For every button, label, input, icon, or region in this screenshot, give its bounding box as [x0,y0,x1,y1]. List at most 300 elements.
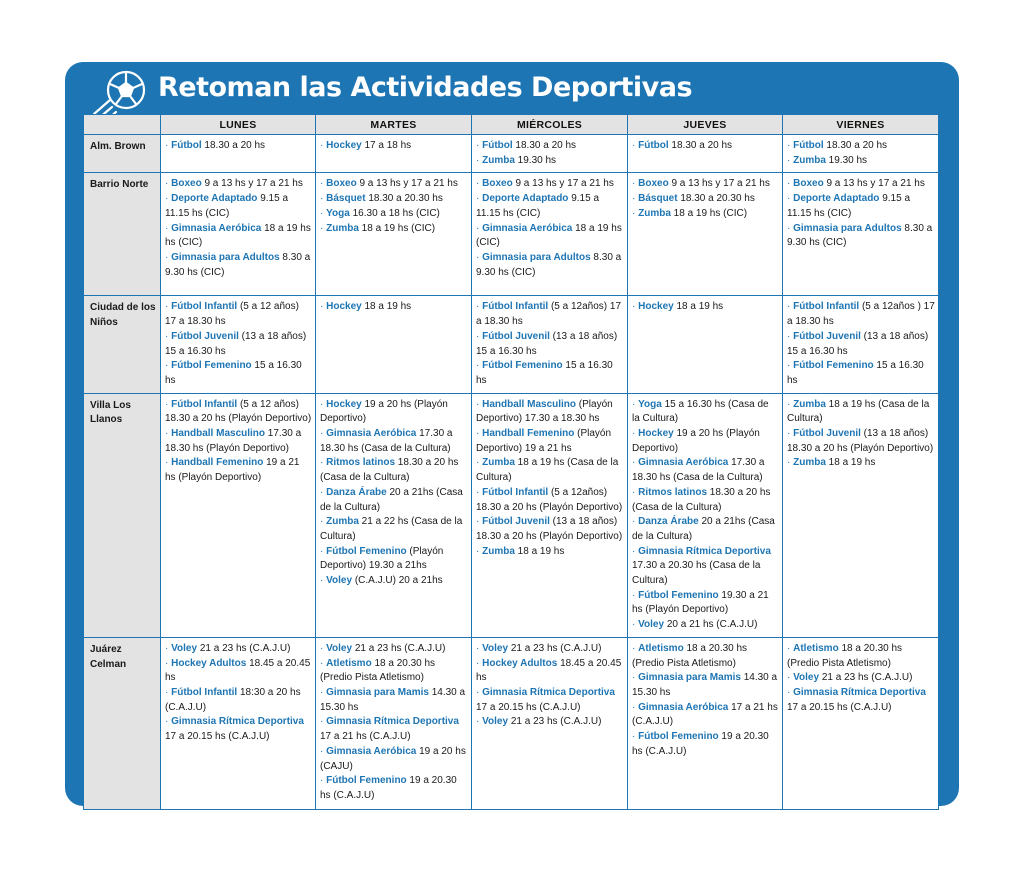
activity-name: Gimnasia Aeróbica [482,222,573,234]
activity-name: Deporte Adaptado [793,193,880,205]
table-row [84,135,939,173]
activity-details: 20 a 21 hs (C.A.J.U) [664,619,758,631]
bullet-icon: · [320,716,327,728]
bullet-icon: · [787,457,794,469]
activity-entry [320,657,468,686]
activity-name: Fútbol Infantil [482,301,549,313]
activity-details: 9 a 13 hs y 17 a 21 hs [356,178,458,190]
activity-entry [476,486,624,515]
bullet-icon: · [787,178,794,190]
bullet-icon: · [320,457,327,469]
bullet-icon: · [787,360,794,372]
schedule-cell [472,296,628,393]
activity-details: 18 a 19 hs [825,457,876,469]
activity-details: 19.30 hs [514,154,557,166]
bullet-icon: · [320,516,327,528]
activity-entry [632,701,779,730]
activity-entry [787,154,935,169]
bullet-icon: · [476,251,483,263]
bullet-icon: · [320,222,327,234]
activity-entry [632,671,779,700]
activity-details: 18 a 19 hs [514,545,565,557]
bullet-icon: · [787,398,794,410]
activity-entry [165,715,312,744]
bullet-icon: · [476,360,483,372]
bullet-icon: · [320,301,327,313]
activity-details: 8.30 a 9.30 hs (CIC) [787,222,933,249]
activity-name: Fútbol Juvenil [793,428,861,440]
bullet-icon: · [165,686,172,698]
bullet-icon: · [165,330,172,342]
activity-details: 21 a 23 hs (C.A.J.U) [508,716,602,728]
bullet-icon: · [476,222,483,234]
bullet-icon: · [320,745,327,757]
bullet-icon: · [476,178,483,190]
activity-details: 19.30 a 21 hs (Playón Deportivo) [632,589,769,616]
activity-details: 18 a 19 hs hs (CIC) [165,222,311,249]
activity-name: Fútbol Infantil [171,301,238,313]
bullet-icon: · [476,330,483,342]
activity-entry [165,359,312,388]
activity-name: Fútbol Juvenil [171,330,239,342]
bullet-icon: · [632,701,639,713]
bullet-icon: · [320,140,327,151]
activity-entry [476,715,624,730]
activity-entry [476,427,624,456]
activity-details: 19 a 20.30 hs (C.A.J.U) [320,775,457,801]
bullet-icon: · [320,642,327,654]
bullet-icon: · [476,545,483,557]
activity-details: 9 a 13 hs y 17 a 21 hs [512,178,614,190]
activity-name: Fútbol Infantil [171,398,238,410]
bullet-icon: · [632,207,639,219]
bullet-icon: · [476,686,483,698]
activity-name: Gimnasia para Adultos [171,251,280,263]
schedule-cell [628,135,783,173]
activity-entry [632,545,779,589]
activity-entry [320,545,468,574]
schedule-cell [161,173,316,296]
activity-name: Zumba [326,222,359,234]
activity-details: 9.15 a 11.15 hs (CIC) [165,193,289,219]
activity-entry [320,574,468,589]
activity-details: 20 a 21hs (Casa de la Cultura) [320,486,463,513]
activity-entry [320,222,468,237]
activity-entry [320,177,468,192]
activity-entry [476,154,624,169]
bullet-icon: · [787,672,794,684]
bullet-icon: · [787,642,794,654]
activity-details: 18.30 a 20.30 hs [365,193,443,205]
schedule-table [83,114,939,810]
activity-entry [476,330,624,359]
bullet-icon: · [165,657,172,669]
activity-details: 16.30 a 18 hs (CIC) [349,207,440,219]
activity-name: Fútbol Infantil [171,686,238,698]
activity-details: 17 a 21 hs (C.A.J.U) [320,731,411,743]
activity-name: Fútbol [793,140,824,151]
activity-entry [320,745,468,774]
activity-details: 15 a 16.30 hs [165,360,302,386]
activity-entry [632,515,779,544]
activity-entry [476,642,624,657]
activity-name: Gimnasia Aeróbica [638,701,729,713]
activity-details: 21 a 23 hs (C.A.J.U) [352,642,446,654]
activity-name: Zumba [638,207,671,219]
bullet-icon: · [165,140,172,151]
activity-name: Deporte Adaptado [171,193,258,205]
schedule-cell [316,135,472,173]
bullet-icon: · [320,686,327,698]
activity-name: Boxeo [793,178,824,190]
activity-entry [476,657,624,686]
activity-details: 8.30 a 9.30 hs (CIC) [165,251,311,278]
bullet-icon: · [787,154,794,166]
activity-entry [632,398,779,427]
bullet-icon: · [165,251,172,263]
bullet-icon: · [632,642,639,654]
activity-name: Handball Masculino [171,428,266,440]
activity-name: Deporte Adaptado [482,193,569,205]
day-header-miercoles: MIÉRCOLES [472,115,628,135]
activity-details: 18:30 a 20 hs (C.A.J.U) [165,686,301,713]
activity-entry [476,359,624,388]
activity-name: Fútbol Femenino [638,589,719,601]
activity-name: Fútbol [482,140,513,151]
activity-name: Fútbol Femenino [326,775,407,787]
bullet-icon: · [320,193,327,205]
activity-name: Fútbol Juvenil [482,516,550,528]
schedule-cell [628,296,783,393]
activity-details: 21 a 22 hs (Casa de la Cultura) [320,516,463,542]
bullet-icon: · [476,140,483,151]
activity-name: Voley [793,672,820,684]
activity-entry [632,730,779,759]
activity-entry [632,207,779,222]
bullet-icon: · [320,398,327,410]
activity-details: 18.30 a 20 hs [201,140,266,151]
activity-details: 18 a 20.30 hs (Predio Pista Atletismo) [787,642,903,669]
activity-entry [632,642,779,671]
activity-name: Boxeo [638,178,669,190]
activity-name: Gimnasia para Mamis [638,672,741,684]
schedule-cell [161,393,316,637]
activity-entry [320,486,468,515]
activity-details: 17 a 20.15 hs (C.A.J.U) [165,731,270,743]
activity-entry [632,589,779,618]
activity-details: 19 a 20.30 hs (C.A.J.U) [632,731,769,757]
activity-entry [787,427,935,456]
activity-entry [787,398,935,427]
activity-entry [320,192,468,207]
header-row [84,115,939,135]
activity-entry [787,222,935,251]
schedule-cell [316,173,472,296]
bullet-icon: · [632,486,639,498]
activity-details: 17.30 a 18.30 hs (Playón Deportivo) [165,428,302,454]
activity-details: 17.30 a 18.30 hs (Casa de la Cultura) [320,428,453,454]
activity-entry [476,251,624,280]
bullet-icon: · [320,486,327,498]
bullet-icon: · [320,775,327,787]
activity-details: 19 a 20 hs (Playón Deportivo) [320,398,448,425]
activity-details: 21 a 23 hs (C.A.J.U) [197,642,291,654]
activity-details: (13 a 18 años) 15 a 16.30 hs [165,330,307,357]
activity-name: Hockey Adultos [171,657,247,669]
activity-name: Ritmos latinos [326,457,396,469]
activity-details: 21 a 23 hs (C.A.J.U) [508,642,602,654]
activity-entry [787,686,935,715]
activity-entry [476,139,624,154]
activity-name: Hockey Adultos [482,657,558,669]
bullet-icon: · [320,545,327,557]
bullet-icon: · [632,140,639,151]
bullet-icon: · [165,178,172,190]
bullet-icon: · [787,140,794,151]
day-header-jueves: JUEVES [628,115,783,135]
activity-name: Fútbol Infantil [793,301,860,313]
activity-name: Gimnasia Rítmica Deportiva [793,686,926,698]
schedule-cell [472,173,628,296]
row-header-place: Alm. Brown [84,135,161,173]
bullet-icon: · [632,545,639,557]
bullet-icon: · [632,428,639,440]
activity-entry [320,715,468,744]
activity-details: 17.30 a 20.30 hs (Casa de la Cultura) [632,560,761,587]
activity-entry [476,398,624,427]
bullet-icon: · [165,398,172,410]
activity-details: 9.15 a 11.15 hs (CIC) [476,193,600,219]
bullet-icon: · [476,301,483,313]
bullet-icon: · [476,516,483,528]
activity-entry [165,192,312,221]
bullet-icon: · [476,428,483,440]
bullet-icon: · [165,716,172,728]
activity-name: Fútbol Femenino [793,360,874,372]
activity-name: Hockey [326,301,362,313]
activity-details: 18.30 a 20 hs [512,140,577,151]
activity-details: (13 a 18 años) 18.30 a 20 hs (Playón Deportivo) [787,428,934,454]
activity-details: (Playón Deportivo) 17.30 a 18.30 hs [476,398,613,425]
bullet-icon: · [165,428,172,440]
activity-name: Gimnasia Aeróbica [326,428,417,440]
activity-details: 18 a 19 hs (CIC) [670,207,748,219]
activity-entry [165,177,312,192]
activity-entry [165,642,312,657]
bullet-icon: · [165,457,172,469]
row-header-place: Villa Los Llanos [84,393,161,637]
activity-details: 14.30 a 15.30 hs [632,672,778,698]
bullet-icon: · [787,686,794,698]
activity-entry [165,330,312,359]
activity-details: 18 a 19 hs [361,301,412,313]
activity-entry [476,686,624,715]
activity-name: Zumba [793,154,826,166]
corner-cell [84,115,161,135]
activity-details: 17 a 20.15 hs (C.A.J.U) [787,701,892,713]
activity-name: Gimnasia Aeróbica [171,222,262,234]
activity-name: Handball Femenino [171,457,264,469]
schedule-cell [783,135,939,173]
activity-name: Atletismo [793,642,839,654]
bullet-icon: · [320,575,327,587]
bullet-icon: · [632,457,639,469]
activity-details: 18.30 a 20 hs (Casa de la Cultura) [320,457,459,484]
activity-details: 15 a 16.30 hs (Casa de la Cultura) [632,398,769,425]
bullet-icon: · [320,657,327,669]
activity-details: (5 a 12años) 17 a 18.30 hs [476,301,622,328]
activity-entry [632,486,779,515]
activity-name: Boxeo [171,178,202,190]
activity-entry [476,545,624,560]
activity-details: (13 a 18 años) 18.30 a 20 hs (Playón Deportivo) [476,516,623,542]
bullet-icon: · [320,428,327,440]
activity-entry [165,222,312,251]
activity-details: 19 a 21 hs (Playón Deportivo) [165,457,300,484]
activity-details: 14.30 a 15.30 hs [320,686,466,713]
activity-entry [632,139,779,154]
activity-entry [787,671,935,686]
activity-name: Handball Femenino [482,428,575,440]
activity-name: Fútbol Femenino [326,545,407,557]
activity-name: Gimnasia para Mamis [326,686,429,698]
activity-name: Handball Masculino [482,398,577,410]
activity-name: Atletismo [326,657,372,669]
activity-entry [632,177,779,192]
activity-name: Danza Árabe [326,486,387,498]
activity-entry [320,207,468,222]
activity-name: Hockey [638,428,674,440]
bullet-icon: · [476,193,483,205]
schedule-cell [161,296,316,393]
activity-details: 18 a 20.30 hs (Predio Pista Atletismo) [632,642,748,669]
activity-entry [787,330,935,359]
bullet-icon: · [787,222,794,234]
activity-entry [476,177,624,192]
activity-details: (Playón Deportivo) 19.30 a 21hs [320,545,444,572]
day-header-martes: MARTES [316,115,472,135]
schedule-cell [316,296,472,393]
activity-name: Fútbol Femenino [638,731,719,743]
activity-entry [320,300,468,315]
activity-name: Fútbol Femenino [171,360,252,372]
activity-name: Fútbol [638,140,669,151]
activity-entry [320,456,468,485]
bullet-icon: · [476,716,483,728]
activity-details: 17 a 20.15 hs (C.A.J.U) [476,701,581,713]
bullet-icon: · [632,672,639,684]
activity-details: 9 a 13 hs y 17 a 21 hs [668,178,770,190]
bullet-icon: · [632,619,639,631]
activity-entry [787,139,935,154]
activity-entry [320,774,468,803]
activity-details: 9 a 13 hs y 17 a 21 hs [823,178,925,190]
activity-name: Hockey [326,398,362,410]
activity-entry [165,398,312,427]
row-header-place: Ciudad de los Niños [84,296,161,393]
schedule-cell [472,637,628,809]
activity-entry [165,657,312,686]
activity-name: Gimnasia Aeróbica [326,745,417,757]
activity-entry [787,642,935,671]
activity-entry [476,300,624,329]
activity-details: 17.30 a 18.30 hs (Casa de la Cultura) [632,457,765,484]
activity-entry [632,192,779,207]
activity-details: 18 a 19 hs (CIC) [358,222,436,234]
activity-entry [787,192,935,221]
activity-name: Fútbol Juvenil [793,330,861,342]
schedule-cell [316,393,472,637]
activity-details: 21 a 23 hs (C.A.J.U) [819,672,913,684]
activity-entry [165,251,312,280]
bullet-icon: · [787,330,794,342]
activity-entry [787,177,935,192]
activity-name: Gimnasia para Adultos [482,251,591,263]
activity-name: Boxeo [482,178,513,190]
activity-name: Voley [482,642,509,654]
bullet-icon: · [476,642,483,654]
bullet-icon: · [476,457,483,469]
activity-name: Atletismo [638,642,684,654]
activity-name: Gimnasia Rítmica Deportiva [482,686,615,698]
activity-entry [476,222,624,251]
bullet-icon: · [632,193,639,205]
bullet-icon: · [787,301,794,313]
bullet-icon: · [787,428,794,440]
bullet-icon: · [632,516,639,528]
activity-name: Fútbol Infantil [482,486,549,498]
activity-entry [787,456,935,471]
schedule-cell [472,393,628,637]
activity-name: Gimnasia Aeróbica [638,457,729,469]
activity-details: 9 a 13 hs y 17 a 21 hs [201,178,303,190]
bullet-icon: · [476,486,483,498]
bullet-icon: · [476,657,483,669]
bullet-icon: · [476,398,483,410]
activity-name: Yoga [638,398,662,410]
table-row [84,296,939,393]
activity-details: (Playón Deportivo) 19 a 21 hs [476,428,612,454]
table-row [84,393,939,637]
day-header-viernes: VIERNES [783,115,939,135]
activity-details: 18.45 a 20.45 hs [476,657,622,684]
activity-entry [320,642,468,657]
bullet-icon: · [476,154,483,166]
activity-details: 17 a 21 hs (C.A.J.U) [632,701,778,728]
activity-details: 18.45 a 20.45 hs [165,657,311,684]
activity-name: Básquet [326,193,366,205]
activity-entry [476,515,624,544]
schedule-cell [628,393,783,637]
bullet-icon: · [320,178,327,190]
activity-details: 18.30 a 20 hs (Casa de la Cultura) [632,486,771,513]
activity-name: Zumba [482,154,515,166]
activity-details: 19.30 hs [825,154,868,166]
activity-name: Yoga [326,207,350,219]
schedule-cell [161,637,316,809]
bullet-icon: · [632,301,639,313]
activity-details: 18 a 20.30 hs (Predio Pista Atletismo) [320,657,436,684]
activity-details: 15 a 16.30 hs [787,360,924,386]
activity-name: Gimnasia Rítmica Deportiva [638,545,771,557]
activity-name: Voley [482,716,509,728]
activity-entry [632,427,779,456]
bullet-icon: · [632,731,639,743]
activity-name: Fútbol Juvenil [482,330,550,342]
activity-entry [787,300,935,329]
activity-details: 18 a 19 hs [673,301,724,313]
activity-name: Fútbol Femenino [482,360,563,372]
